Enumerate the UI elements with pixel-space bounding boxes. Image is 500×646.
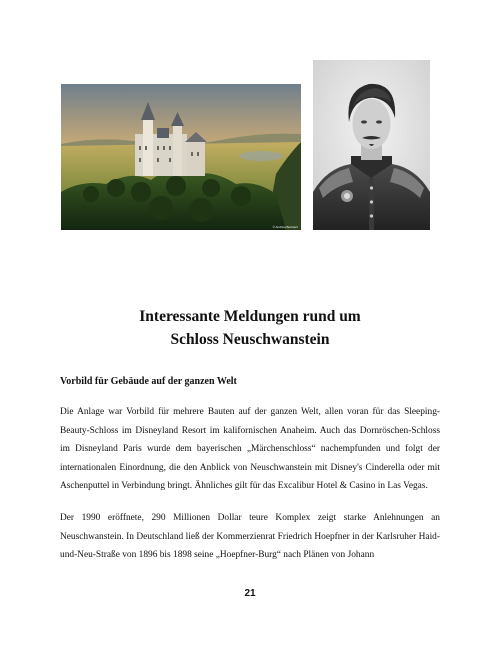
portrait-photo-image [313, 60, 430, 230]
page-title [60, 305, 440, 351]
castle-photo [61, 84, 301, 230]
portrait-photo [313, 60, 430, 230]
page-number: 21 [244, 588, 256, 599]
page-title-line-2: Schloss Neuschwanstein [170, 331, 330, 348]
section-heading: Vorbild für Gebäude auf der ganzen Welt [60, 376, 237, 387]
castle-photo-image [61, 84, 301, 230]
body-paragraph: Die Anlage war Vorbild für mehrere Bauten auf der ganzen Welt, allen voran für das Sleeping-Beauty-Schloss im Disneyland Resort im kalifornischen Anaheim. Auch das Dornröschen-Schloss im Disneyland Paris wurde dem bayerischen „Märchenschloss“ nachempfunden und folgt der internationalen Einordnung, die den Anblick von Neuschwanstein mit Disney's Cinderella oder mit Aschenputtel in Verbindung bringt. Ähnliches gilt für das Excalibur Hotel & Casino in Las Vegas. [60, 407, 440, 492]
photo-credit: © Andrzej Bochacz [272, 225, 298, 229]
body-paragraph: Der 1990 eröffnete, 290 Millionen Dollar teure Komplex zeigt starke Anlehnungen an Neuschwanstein. In Deutschland ließ der Kommerzienrat Friedrich Hoepfner in der Karlsruher Haid-und-Neu-Straße von 1896 bis 1898 seine „Hoepfner-Burg“ nach Plänen von Johann [60, 513, 440, 561]
page-title-line-1: Interessante Meldungen rund um [139, 308, 361, 325]
